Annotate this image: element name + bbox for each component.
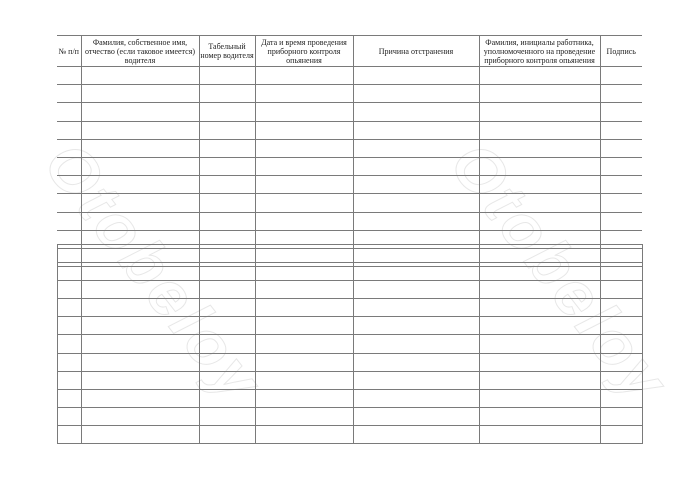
column-header-personnel-number: Табельный номер водителя — [199, 36, 255, 67]
table-cell[interactable] — [200, 389, 256, 407]
table-cell[interactable] — [354, 371, 480, 389]
table-cell[interactable] — [58, 245, 82, 263]
table-cell[interactable] — [601, 389, 643, 407]
table-row — [58, 299, 643, 317]
table-cell[interactable] — [479, 67, 600, 85]
table-cell[interactable] — [353, 67, 479, 85]
table-cell[interactable] — [255, 176, 353, 194]
table-cell[interactable] — [601, 335, 643, 353]
table-cell[interactable] — [58, 407, 82, 425]
table-row — [58, 263, 643, 281]
table-cell[interactable] — [199, 212, 255, 230]
table-cell[interactable] — [354, 245, 480, 263]
table-cell[interactable] — [601, 245, 643, 263]
table-cell[interactable] — [600, 121, 642, 139]
table-cell[interactable] — [81, 139, 199, 157]
table-cell[interactable] — [601, 263, 643, 281]
table-row — [57, 194, 642, 212]
table-cell[interactable] — [354, 263, 480, 281]
table-cell[interactable] — [200, 335, 256, 353]
table-cell[interactable] — [81, 194, 199, 212]
table-cell[interactable] — [256, 389, 354, 407]
table-cell[interactable] — [256, 245, 354, 263]
table-cell[interactable] — [354, 407, 480, 425]
table-cell[interactable] — [200, 245, 256, 263]
table-cell[interactable] — [58, 335, 82, 353]
table-cell[interactable] — [256, 407, 354, 425]
table-cell[interactable] — [480, 245, 601, 263]
watermark-left: Otobeloy — [30, 128, 278, 417]
column-header-driver-name: Фамилия, собственное имя, отчество (если таковое имеется) водителя — [81, 36, 199, 67]
table-cell[interactable] — [199, 176, 255, 194]
column-header-check-datetime: Дата и время проведения приборного контроля опьянения — [255, 36, 353, 67]
table-cell[interactable] — [354, 317, 480, 335]
table-cell[interactable] — [600, 85, 642, 103]
table-cell[interactable] — [81, 121, 199, 139]
table-cell[interactable] — [480, 299, 601, 317]
table-cell[interactable] — [199, 157, 255, 175]
table-cell[interactable] — [479, 139, 600, 157]
table-cell[interactable] — [255, 85, 353, 103]
table-cell[interactable] — [600, 194, 642, 212]
table-cell[interactable] — [479, 103, 600, 121]
table-cell[interactable] — [600, 139, 642, 157]
table-cell[interactable] — [354, 353, 480, 371]
table-cell[interactable] — [600, 103, 642, 121]
table-cell[interactable] — [353, 176, 479, 194]
table-cell[interactable] — [199, 139, 255, 157]
table-cell[interactable] — [600, 176, 642, 194]
table-cell[interactable] — [601, 425, 643, 443]
table-row — [58, 371, 643, 389]
table-cell[interactable] — [82, 407, 200, 425]
table-cell[interactable] — [82, 353, 200, 371]
upper-table-body — [57, 67, 642, 267]
table-row — [58, 389, 643, 407]
table-cell[interactable] — [353, 85, 479, 103]
watermark-right: Otobeloy — [436, 128, 684, 417]
table-cell[interactable] — [57, 176, 81, 194]
table-cell[interactable] — [480, 389, 601, 407]
table-cell[interactable] — [82, 245, 200, 263]
table-cell[interactable] — [255, 67, 353, 85]
table-cell[interactable] — [255, 121, 353, 139]
table-row — [57, 157, 642, 175]
table-cell[interactable] — [57, 121, 81, 139]
table-cell[interactable] — [57, 67, 81, 85]
table-cell[interactable] — [354, 281, 480, 299]
table-row — [58, 335, 643, 353]
table-cell[interactable] — [255, 157, 353, 175]
table-cell[interactable] — [82, 317, 200, 335]
table-cell[interactable] — [82, 389, 200, 407]
table-row — [57, 121, 642, 139]
table-cell[interactable] — [82, 371, 200, 389]
table-cell[interactable] — [353, 194, 479, 212]
table-cell[interactable] — [256, 425, 354, 443]
table-cell[interactable] — [200, 317, 256, 335]
table-cell[interactable] — [353, 103, 479, 121]
table-cell[interactable] — [256, 263, 354, 281]
table-cell[interactable] — [57, 157, 81, 175]
table-row — [57, 103, 642, 121]
table-cell[interactable] — [353, 157, 479, 175]
table-cell[interactable] — [58, 317, 82, 335]
table-cell[interactable] — [200, 407, 256, 425]
table-cell[interactable] — [479, 212, 600, 230]
table-cell[interactable] — [480, 317, 601, 335]
table-cell[interactable] — [58, 425, 82, 443]
table-cell[interactable] — [601, 353, 643, 371]
table-cell[interactable] — [479, 194, 600, 212]
table-row — [57, 85, 642, 103]
table-cell[interactable] — [82, 281, 200, 299]
table-cell[interactable] — [58, 353, 82, 371]
table-cell[interactable] — [480, 407, 601, 425]
table-cell[interactable] — [57, 85, 81, 103]
upper-log-table — [57, 35, 642, 267]
table-cell[interactable] — [256, 353, 354, 371]
lower-table-body — [58, 245, 643, 444]
table-cell[interactable] — [256, 281, 354, 299]
table-cell[interactable] — [480, 281, 601, 299]
column-header-number: № п/п — [57, 36, 81, 67]
table-cell[interactable] — [600, 67, 642, 85]
table-cell[interactable] — [601, 371, 643, 389]
table-row — [57, 67, 642, 85]
table-cell[interactable] — [200, 299, 256, 317]
table-cell[interactable] — [480, 263, 601, 281]
table-cell[interactable] — [199, 194, 255, 212]
table-cell[interactable] — [199, 85, 255, 103]
table-cell[interactable] — [81, 176, 199, 194]
table-cell[interactable] — [600, 157, 642, 175]
table-cell[interactable] — [81, 157, 199, 175]
table-cell[interactable] — [81, 67, 199, 85]
table-cell[interactable] — [479, 121, 600, 139]
table-cell[interactable] — [57, 194, 81, 212]
table-row — [57, 176, 642, 194]
table-cell[interactable] — [199, 121, 255, 139]
table-cell[interactable] — [82, 425, 200, 443]
table-cell[interactable] — [256, 371, 354, 389]
column-header-suspension-reason: Причина отстранения — [353, 36, 479, 67]
table-cell[interactable] — [601, 407, 643, 425]
table-cell[interactable] — [58, 281, 82, 299]
lower-log-table — [57, 244, 643, 444]
table-cell[interactable] — [200, 281, 256, 299]
table-cell[interactable] — [58, 371, 82, 389]
table-cell[interactable] — [200, 353, 256, 371]
table-cell[interactable] — [601, 317, 643, 335]
table-row — [58, 245, 643, 263]
table-cell[interactable] — [479, 85, 600, 103]
table-row — [58, 317, 643, 335]
table-row — [57, 212, 642, 230]
table-cell[interactable] — [256, 317, 354, 335]
table-cell[interactable] — [354, 425, 480, 443]
table-cell[interactable] — [256, 299, 354, 317]
table-cell[interactable] — [199, 103, 255, 121]
table-cell[interactable] — [57, 103, 81, 121]
table-row — [57, 139, 642, 157]
table-cell[interactable] — [354, 299, 480, 317]
table-header-row — [57, 36, 642, 67]
table-cell[interactable] — [82, 299, 200, 317]
table-cell[interactable] — [82, 263, 200, 281]
table-row — [58, 353, 643, 371]
table-cell[interactable] — [353, 139, 479, 157]
table-cell[interactable] — [58, 263, 82, 281]
table-cell[interactable] — [255, 194, 353, 212]
table-cell[interactable] — [200, 263, 256, 281]
table-cell[interactable] — [256, 335, 354, 353]
table-cell[interactable] — [480, 353, 601, 371]
table-row — [58, 281, 643, 299]
table-cell[interactable] — [58, 299, 82, 317]
table-cell[interactable] — [479, 176, 600, 194]
column-header-authorized-employee: Фамилия, инициалы работника, уполномоченного на проведение приборного контроля опьянения — [479, 36, 600, 67]
table-row — [58, 425, 643, 443]
table-cell[interactable] — [480, 425, 601, 443]
column-header-signature: Подпись — [600, 36, 642, 67]
table-cell[interactable] — [57, 212, 81, 230]
table-cell[interactable] — [57, 139, 81, 157]
table-cell[interactable] — [479, 157, 600, 175]
table-cell[interactable] — [81, 212, 199, 230]
table-cell[interactable] — [601, 299, 643, 317]
table-cell[interactable] — [200, 425, 256, 443]
table-row — [58, 407, 643, 425]
table-cell[interactable] — [601, 281, 643, 299]
table-cell[interactable] — [199, 67, 255, 85]
table-cell[interactable] — [255, 212, 353, 230]
table-cell[interactable] — [82, 335, 200, 353]
table-cell[interactable] — [81, 103, 199, 121]
table-cell[interactable] — [480, 335, 601, 353]
table-cell[interactable] — [600, 212, 642, 230]
table-cell[interactable] — [255, 139, 353, 157]
table-cell[interactable] — [200, 371, 256, 389]
table-cell[interactable] — [353, 212, 479, 230]
table-cell[interactable] — [354, 335, 480, 353]
table-cell[interactable] — [81, 85, 199, 103]
table-cell[interactable] — [354, 389, 480, 407]
table-cell[interactable] — [58, 389, 82, 407]
table-cell[interactable] — [480, 371, 601, 389]
table-cell[interactable] — [255, 103, 353, 121]
table-cell[interactable] — [353, 121, 479, 139]
